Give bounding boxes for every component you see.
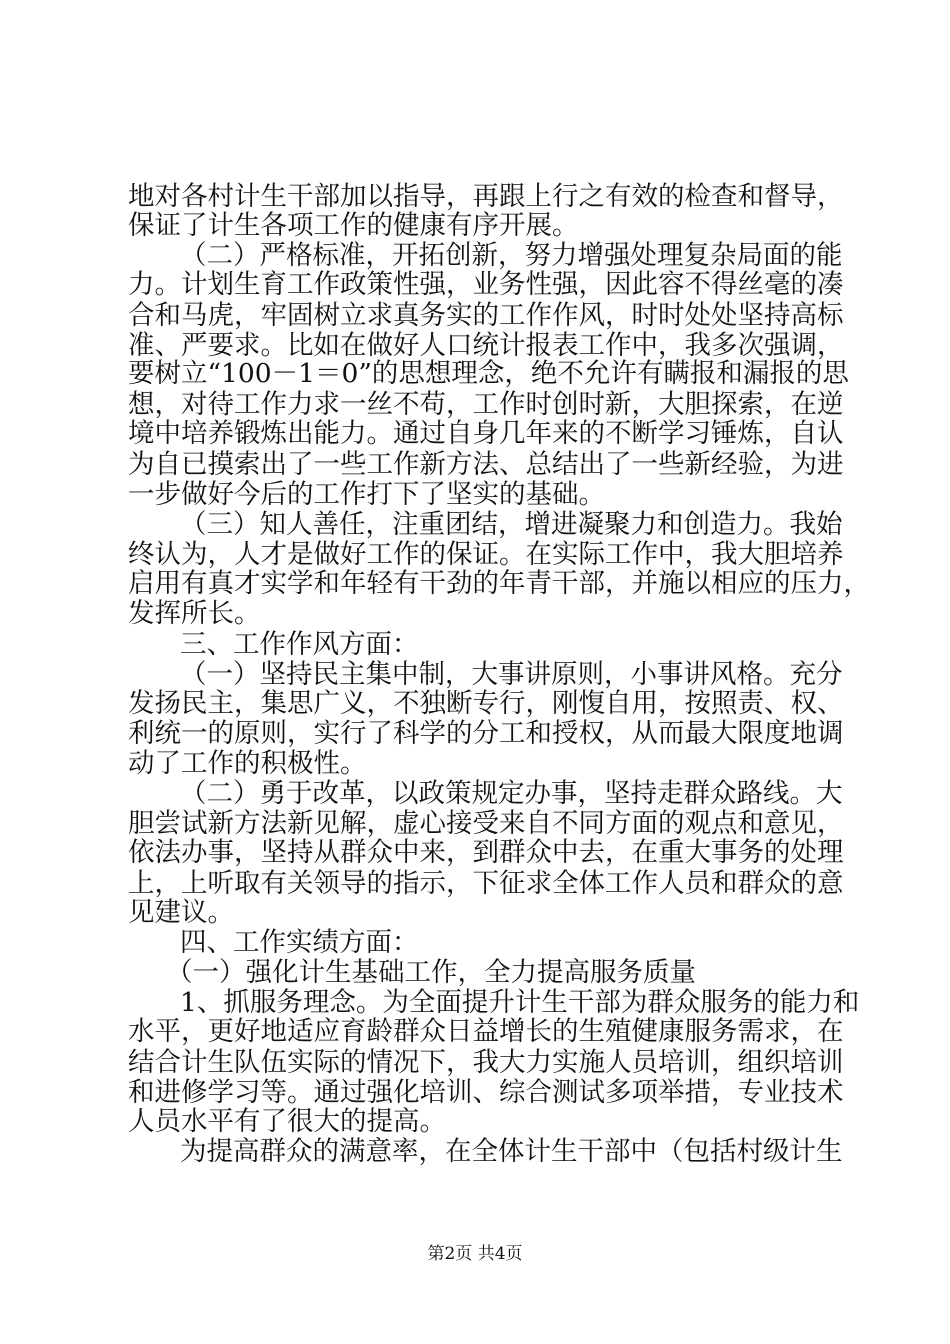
text-line: 为自已摸索出了一些工作新方法、总结出了一些新经验，为进 <box>128 449 844 480</box>
text-line: 1、抓服务理念。为全面提升计生干部为群众服务的能力和 <box>180 987 860 1018</box>
text-line: 发扬民主，集思广义，不独断专行，刚愎自用，按照责、权、 <box>128 688 844 719</box>
text-line: （二）勇于改革，以政策规定办事，坚持走群众路线。大 <box>180 778 843 809</box>
text-line: 一步做好今后的工作打下了坚实的基础。 <box>128 479 605 510</box>
text-line: 启用有真才实学和年轻有干劲的年青干部，并施以相应的压力， <box>128 568 870 599</box>
text-line: 和进修学习等。通过强化培训、综合测试多项举措，专业技术 <box>128 1077 844 1108</box>
text-line: （一）坚持民主集中制，大事讲原则，小事讲风格。充分 <box>180 659 843 690</box>
text-line: 人员水平有了很大的提高。 <box>128 1106 446 1137</box>
text-line: 地对各村计生干部加以指导，再跟上行之有效的检查和督导， <box>128 181 844 212</box>
text-line: 见建议。 <box>128 897 234 928</box>
text-line: 终认为，人才是做好工作的保证。在实际工作中，我大胆培养 <box>128 539 844 570</box>
text-line: 结合计生队伍实际的情况下，我大力实施人员培训，组织培训 <box>128 1047 844 1078</box>
section-heading: 三、工作作风方面： <box>180 629 419 660</box>
text-line: 水平，更好地适应育龄群众日益增长的生殖健康服务需求，在 <box>128 1016 844 1047</box>
text-line: （三）知人善任，注重团结，增进凝聚力和创造力。我始 <box>180 509 843 540</box>
text-line: 合和马虎，牢固树立求真务实的工作作风，时时处处坚持高标 <box>128 300 844 331</box>
page-number-footer: 第2页 共4页 <box>427 1244 523 1264</box>
subsection-heading: （一）强化计生基础工作，全力提高服务质量 <box>166 957 696 988</box>
text-line: 力。计划生育工作政策性强，业务性强，因此容不得丝毫的凑 <box>128 269 844 300</box>
text-line: 发挥所长。 <box>128 598 261 629</box>
text-line: 利统一的原则，实行了科学的分工和授权，从而最大限度地调 <box>128 718 844 749</box>
text-line: 为提高群众的满意率，在全体计生干部中（包括村级计生 <box>180 1136 843 1167</box>
text-line: 动了工作的积极性。 <box>128 748 367 779</box>
text-line: 上，上听取有关领导的指示，下征求全体工作人员和群众的意 <box>128 868 844 899</box>
text-line: 想，对待工作力求一丝不苟，工作时创时新，大胆探索，在逆 <box>128 389 844 420</box>
text-line: 要树立“100－1＝0”的思想理念，绝不允许有瞒报和漏报的思 <box>128 358 849 389</box>
section-heading: 四、工作实绩方面： <box>180 927 419 958</box>
text-line: 保证了计生各项工作的健康有序开展。 <box>128 210 579 241</box>
text-line: 胆尝试新方法新见解，虚心接受来自不同方面的观点和意见， <box>128 808 844 839</box>
text-line: 境中培养锻炼出能力。通过自身几年来的不断学习锤炼，自认 <box>128 418 844 449</box>
text-line: 准、严要求。比如在做好人口统计报表工作中，我多次强调， <box>128 330 844 361</box>
text-line: （二）严格标准，开拓创新，努力增强处理复杂局面的能 <box>180 240 843 271</box>
text-line: 依法办事，坚持从群众中来，到群众中去，在重大事务的处理 <box>128 837 844 868</box>
